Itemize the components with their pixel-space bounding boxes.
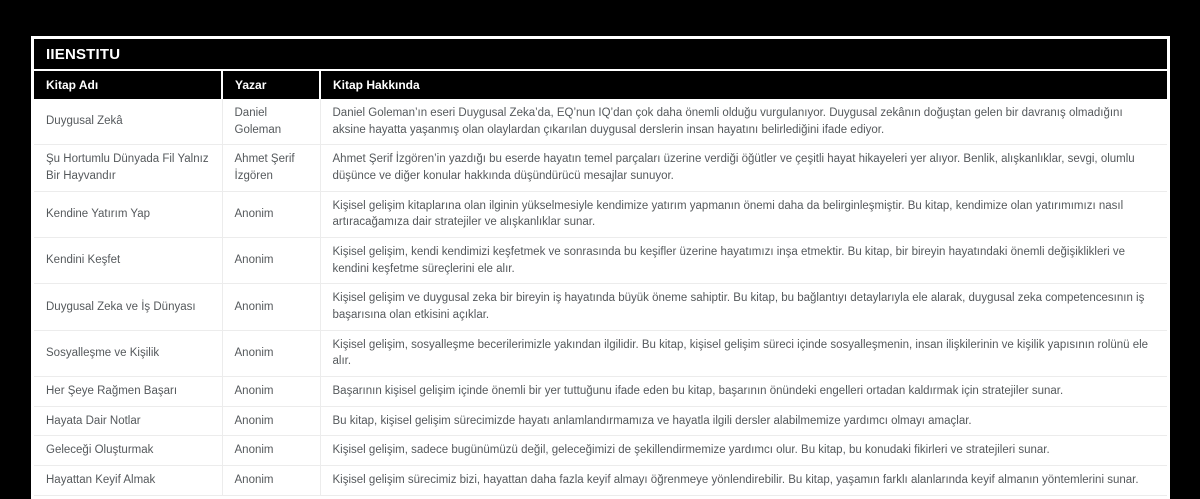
author-cell: Anonim — [222, 191, 320, 237]
table-row — [34, 406, 1167, 436]
book-table-header — [34, 71, 1167, 99]
about-cell: Kişisel gelişim ve duygusal zeka bir bireyin iş hayatında büyük öneme sahiptir. Bu kitap, bu bağlantıyı detaylarıyla ele alarak, duygusal zeka competencesının iş başarısına olan etkisini açıklar. — [320, 284, 1167, 330]
author-cell: Anonim — [222, 377, 320, 407]
table-row — [34, 191, 1167, 237]
table-row — [34, 377, 1167, 407]
book-table-body — [34, 99, 1167, 495]
table-row — [34, 145, 1167, 191]
column-header-author: Yazar — [222, 71, 320, 99]
book-name-cell: Hayattan Keyif Almak — [34, 466, 222, 496]
table-row — [34, 284, 1167, 330]
author-cell: Daniel Goleman — [222, 99, 320, 145]
author-cell: Anonim — [222, 406, 320, 436]
author-cell: Anonim — [222, 238, 320, 284]
about-cell: Bu kitap, kişisel gelişim sürecimizde hayatı anlamlandırmamıza ve hayatla ilgili dersler alabilmemize yardımcı olmayı amaçlar. — [320, 406, 1167, 436]
book-name-cell: Şu Hortumlu Dünyada Fil Yalnız Bir Hayvandır — [34, 145, 222, 191]
column-header-book-name: Kitap Adı — [34, 71, 222, 99]
author-cell: Anonim — [222, 466, 320, 496]
column-header-about: Kitap Hakkında — [320, 71, 1167, 99]
author-cell: Anonim — [222, 284, 320, 330]
about-cell: Başarının kişisel gelişim içinde önemli bir yer tuttuğunu ifade eden bu kitap, başarının önündeki engelleri ortadan kaldırmak için stratejiler sunar. — [320, 377, 1167, 407]
about-cell: Kişisel gelişim, kendi kendimizi keşfetmek ve sonrasında bu keşifler üzerine hayatımızı inşa etmektir. Bu kitap, bir bireyin hayatındaki önemli değişiklikleri ve kendini keşfetme süreçlerini ele alır. — [320, 238, 1167, 284]
about-cell: Kişisel gelişim sürecimiz bizi, hayattan daha fazla keyif almayı öğrenmeye yönlendirebilir. Bu kitap, yaşamın farklı alanlarında keyif almanın yöntemlerini sunar. — [320, 466, 1167, 496]
book-name-cell: Duygusal Zeka ve İş Dünyası — [34, 284, 222, 330]
book-name-cell: Kendini Keşfet — [34, 238, 222, 284]
content-card — [31, 36, 1170, 499]
book-name-cell: Hayata Dair Notlar — [34, 406, 222, 436]
book-name-cell: Her Şeye Rağmen Başarı — [34, 377, 222, 407]
author-cell: Ahmet Şerif İzgören — [222, 145, 320, 191]
table-row — [34, 466, 1167, 496]
about-cell: Kişisel gelişim, sadece bugünümüzü değil, geleceğimizi de şekillendirmemize yardımcı olur. Bu kitap, bu konudaki fikirleri ve stratejileri sunar. — [320, 436, 1167, 466]
table-row — [34, 330, 1167, 376]
table-row — [34, 238, 1167, 284]
table-row — [34, 99, 1167, 145]
about-cell: Daniel Goleman’ın eseri Duygusal Zeka’da, EQ’nun IQ’dan çok daha önemli olduğu vurgulanıyor. Duygusal zekânın doğuştan gelen bir davranış olmadığını aksine hayatta yaşanmış olan olaylardan çıkarılan duygusal derslerin insan hayatını belirlediğini ifade ediyor. — [320, 99, 1167, 145]
book-table — [34, 71, 1167, 496]
about-cell: Kişisel gelişim kitaplarına olan ilginin yükselmesiyle kendimize yatırım yapmanın önemi daha da belirginleşmiştir. Bu kitap, kendimize olan yatırımımızı nasıl artıracağamıza dair stratejiler ve alışkanlıklar sunar. — [320, 191, 1167, 237]
table-row — [34, 436, 1167, 466]
author-cell: Anonim — [222, 436, 320, 466]
book-name-cell: Sosyalleşme ve Kişilik — [34, 330, 222, 376]
page-title: IIENSTITU — [34, 39, 1167, 69]
book-name-cell: Duygusal Zekâ — [34, 99, 222, 145]
book-name-cell: Kendine Yatırım Yap — [34, 191, 222, 237]
about-cell: Ahmet Şerif İzgören’in yazdığı bu eserde hayatın temel parçaları üzerine verdiği öğütler ve çeşitli hayat hikayeleri yer alıyor. Benlik, alışkanlıklar, sevgi, olumlu düşünce ve diğer konular hakkında düşündürücü mesajlar sunuyor. — [320, 145, 1167, 191]
header-row — [34, 71, 1167, 99]
author-cell: Anonim — [222, 330, 320, 376]
about-cell: Kişisel gelişim, sosyalleşme becerilerimizle yakından ilgilidir. Bu kitap, kişisel gelişim süreci içinde sosyalleşmenin, insan ilişkilerinin ve kişilik yapısının rolünü ele alır. — [320, 330, 1167, 376]
book-name-cell: Geleceği Oluşturmak — [34, 436, 222, 466]
